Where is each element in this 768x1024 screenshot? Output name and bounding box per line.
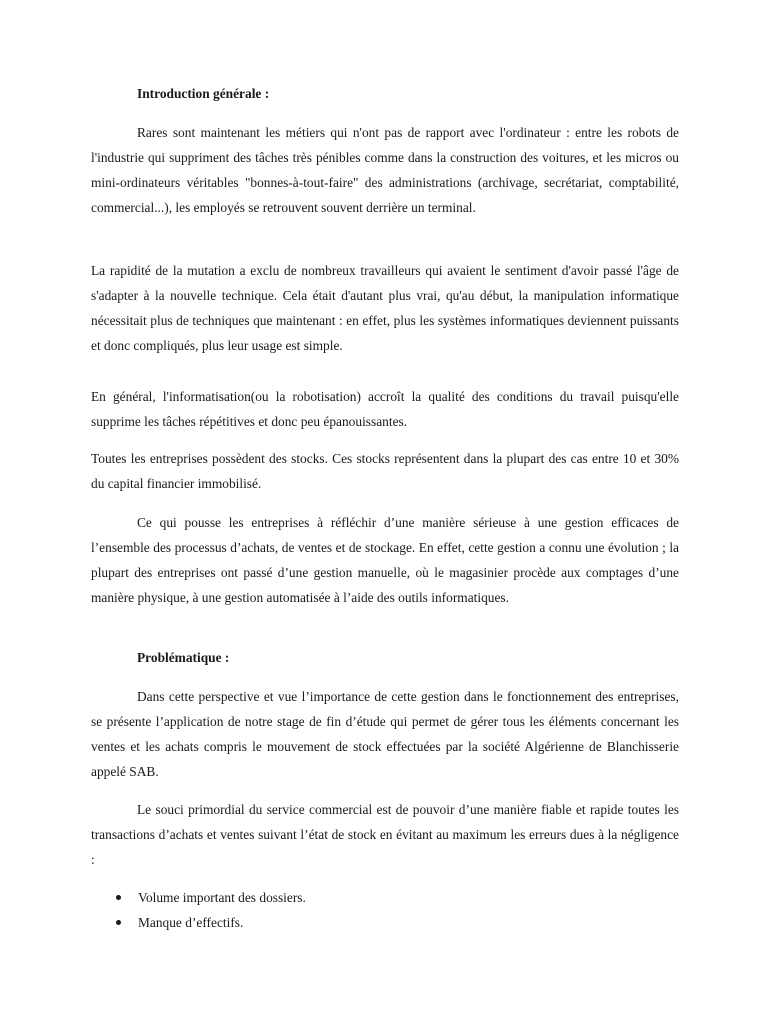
list-item <box>91 910 306 935</box>
paragraph-intro-4: Toutes les entreprises possèdent des stocks. Ces stocks représentent dans la plupart des cas entre 10 et 30% du capital financier immobilisé. <box>91 451 679 491</box>
bullet-list <box>91 885 306 935</box>
bullet-icon <box>116 920 121 925</box>
list-item-text: Manque d’effectifs. <box>138 915 244 930</box>
bullet-icon <box>116 895 121 900</box>
paragraph-intro-5: Ce qui pousse les entreprises à réfléchir d’une manière sérieuse à une gestion efficaces de l’ensemble des processus d’achats, de ventes et de stockage. En effet, cette gestion a connu une évolution ; la plupart des entreprises ont passé d’une gestion manuelle, où le magasinier procède aux comptages d’une manière physique, à une gestion automatisée à l’aide des outils informatiques. <box>91 515 679 605</box>
list-item <box>91 885 306 910</box>
heading-introduction: Introduction générale : <box>137 86 270 101</box>
list-item-text: Volume important des dossiers. <box>138 890 306 905</box>
paragraph-problem-1: Dans cette perspective et vue l’importance de cette gestion dans le fonctionnement des entreprises, se présente l’application de notre stage de fin d’étude qui permet de gérer tous les éléments concernant les ventes et les achats compris le mouvement de stock effectuées par la société Algérienne de Blanchisserie appelé SAB. <box>91 689 679 779</box>
heading-problematique: Problématique : <box>137 650 230 665</box>
paragraph-intro-3: En général, l'informatisation(ou la robotisation) accroît la qualité des conditions du travail puisqu'elle supprime les tâches répétitives et donc peu épanouissantes. <box>91 389 679 429</box>
paragraph-intro-1: Rares sont maintenant les métiers qui n'ont pas de rapport avec l'ordinateur : entre les robots de l'industrie qui suppriment des tâches très pénibles comme dans la construction des voitures, et les micros ou mini-ordinateurs véritables "bonnes-à-tout-faire" des administrations (archivage, secrétariat, comptabilité, commercial...), les employés se retrouvent souvent derrière un terminal. <box>91 125 679 215</box>
paragraph-intro-2: La rapidité de la mutation a exclu de nombreux travailleurs qui avaient le sentiment d'avoir passé l'âge de s'adapter à la nouvelle technique. Cela était d'autant plus vrai, qu'au début, la manipulation informatique nécessitait plus de techniques que maintenant : en effet, plus les systèmes informatiques deviennent puissants et donc compliqués, plus leur usage est simple. <box>91 263 679 353</box>
paragraph-problem-2: Le souci primordial du service commercial est de pouvoir d’une manière fiable et rapide toutes les transactions d’achats et ventes suivant l’état de stock en évitant au maximum les erreurs dues à la négligence : <box>91 802 679 867</box>
